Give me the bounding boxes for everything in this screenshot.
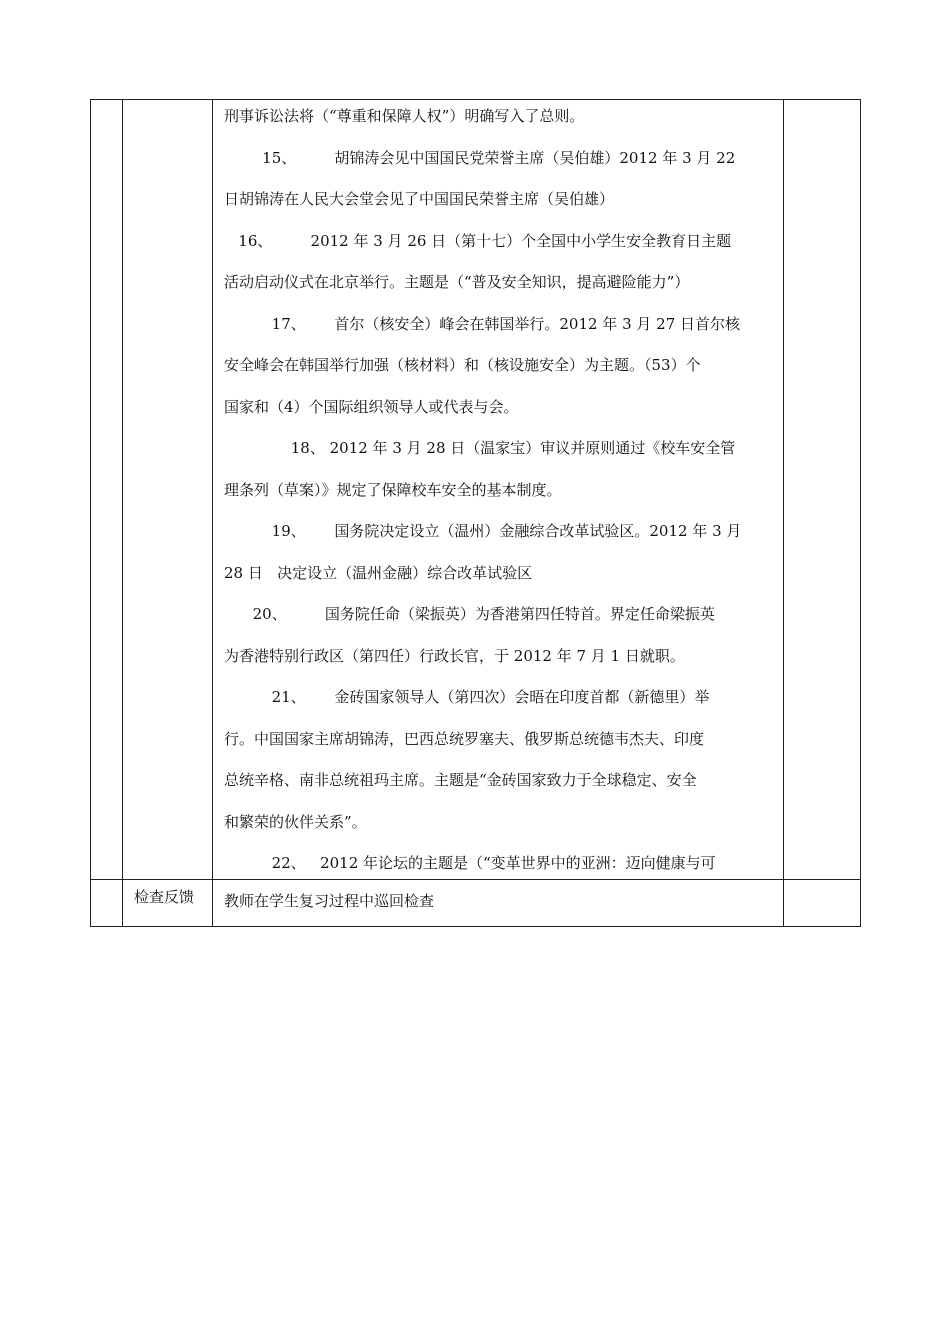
lesson-plan-table: [90, 99, 861, 927]
review-item-19: [224, 511, 771, 594]
blank-cell-left: [91, 100, 123, 880]
feedback-label: 检查反馈: [123, 880, 213, 927]
blank-cell-left-feedback: [91, 880, 123, 927]
review-item-line: 理条列（草案）》规定了保障校车安全的基本制度。: [224, 480, 562, 499]
review-item-line: 15、 胡锦涛会见中国国民党荣誉主席（吴伯雄）2012 年 3 月 22: [224, 148, 736, 167]
review-items: [224, 100, 771, 879]
review-item-line: 国家和（4）个国际组织领导人或代表与会。: [224, 397, 519, 416]
review-item-line: 日胡锦涛在人民大会堂会见了中国国民荣誉主席（吴伯雄）: [224, 190, 615, 208]
review-item-17: [224, 304, 771, 429]
review-item-line: 为香港特别行政区（第四任）行政长官，于 2012 年 7 月 1 日就职。: [224, 646, 685, 665]
review-item-16: [224, 221, 771, 304]
feedback-text: 教师在学生复习过程中巡回检查: [213, 880, 784, 927]
review-item-line: 17、 首尔（核安全）峰会在韩国举行。2012 年 3 月 27 日首尔核: [224, 314, 741, 333]
review-item-line: 18、 2012 年 3 月 28 日（温家宝）审议并原则通过《校车安全管: [224, 439, 736, 457]
review-item-line: 21、 金砖国家领导人（第四次）会晤在印度首都（新德里）举: [224, 688, 710, 706]
review-item-20: [224, 594, 771, 677]
review-item-line: 16、 2012 年 3 月 26 日（第十七）个全国中小学生安全教育日主题: [224, 231, 732, 250]
review-item-line: 活动启动仪式在北京举行。主题是（“普及安全知识，提高避险能力”）: [224, 273, 690, 291]
content-row: [91, 100, 861, 880]
review-item-line: 19、 国务院决定设立（温州）金融综合改革试验区。2012 年 3 月: [224, 522, 742, 540]
review-item-line: 和繁荣的伙伴关系”。: [224, 812, 367, 831]
blank-cell-label: [123, 100, 213, 880]
blank-cell-right-feedback: [784, 880, 861, 927]
review-item-21: [224, 677, 771, 843]
review-item-line: 总统辛格、南非总统祖玛主席。主题是“金砖国家致力于全球稳定、安全: [224, 771, 697, 789]
review-item-line: 刑事诉讼法将（“尊重和保障人权”）明确写入了总则。: [224, 107, 585, 125]
review-item-line: 20、 国务院任命（梁振英）为香港第四任特首。界定任命梁振英: [224, 605, 715, 623]
review-content-cell: [213, 100, 784, 880]
review-item-22: [224, 843, 771, 879]
blank-cell-right: [784, 100, 861, 880]
review-item-line: 22、 2012 年论坛的主题是（“变革世界中的亚洲：迈向健康与可: [224, 854, 716, 872]
review-item-15: [224, 138, 771, 221]
review-item-line: 28 日 决定设立（温州金融）综合改革试验区: [224, 563, 533, 582]
review-item-14-tail: [224, 100, 771, 138]
review-item-line: 安全峰会在韩国举行加强（核材料）和（核设施安全）为主题。（53）个: [224, 356, 701, 374]
review-item-line: 行。中国国家主席胡锦涛，巴西总统罗塞夫、俄罗斯总统德韦杰夫、印度: [224, 729, 705, 748]
feedback-row: [91, 880, 861, 927]
review-item-18: [224, 428, 771, 511]
